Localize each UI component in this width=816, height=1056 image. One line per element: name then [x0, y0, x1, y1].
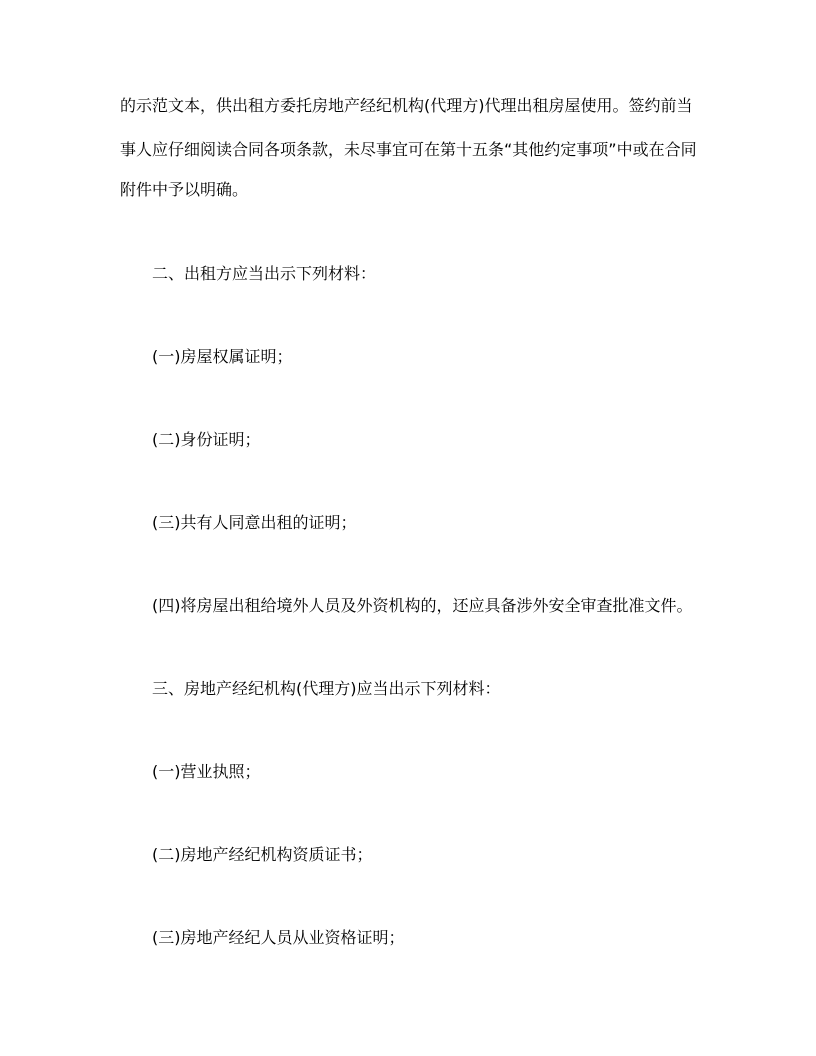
- intro-line-2: 事人应仔细阅读合同各项条款，未尽事宜可在第十五条“其他约定事项”中或在合同: [120, 140, 697, 159]
- section-2-item-3: (三)共有人同意出租的证明；: [152, 513, 357, 532]
- intro-line-1: 的示范文本，供出租方委托房地产经纪机构(代理方)代理出租房屋使用。签约前当: [120, 96, 693, 115]
- section-3-item-1: (一)营业执照；: [152, 762, 261, 781]
- section-2-heading: 二、出租方应当出示下列材料：: [152, 264, 377, 283]
- intro-line-3: 附件中予以明确。: [120, 180, 249, 199]
- section-2-item-1: (一)房屋权属证明；: [152, 347, 293, 366]
- section-3-heading: 三、房地产经纪机构(代理方)应当出示下列材料：: [152, 679, 501, 698]
- section-2-item-4: (四)将房屋出租给境外人员及外资机构的，还应具备涉外安全审查批准文件。: [152, 596, 693, 615]
- section-3-item-2: (二)房地产经纪机构资质证书；: [152, 845, 373, 864]
- section-3-item-3: (三)房地产经纪人员从业资格证明；: [152, 928, 405, 947]
- section-2-item-2: (二)身份证明；: [152, 430, 261, 449]
